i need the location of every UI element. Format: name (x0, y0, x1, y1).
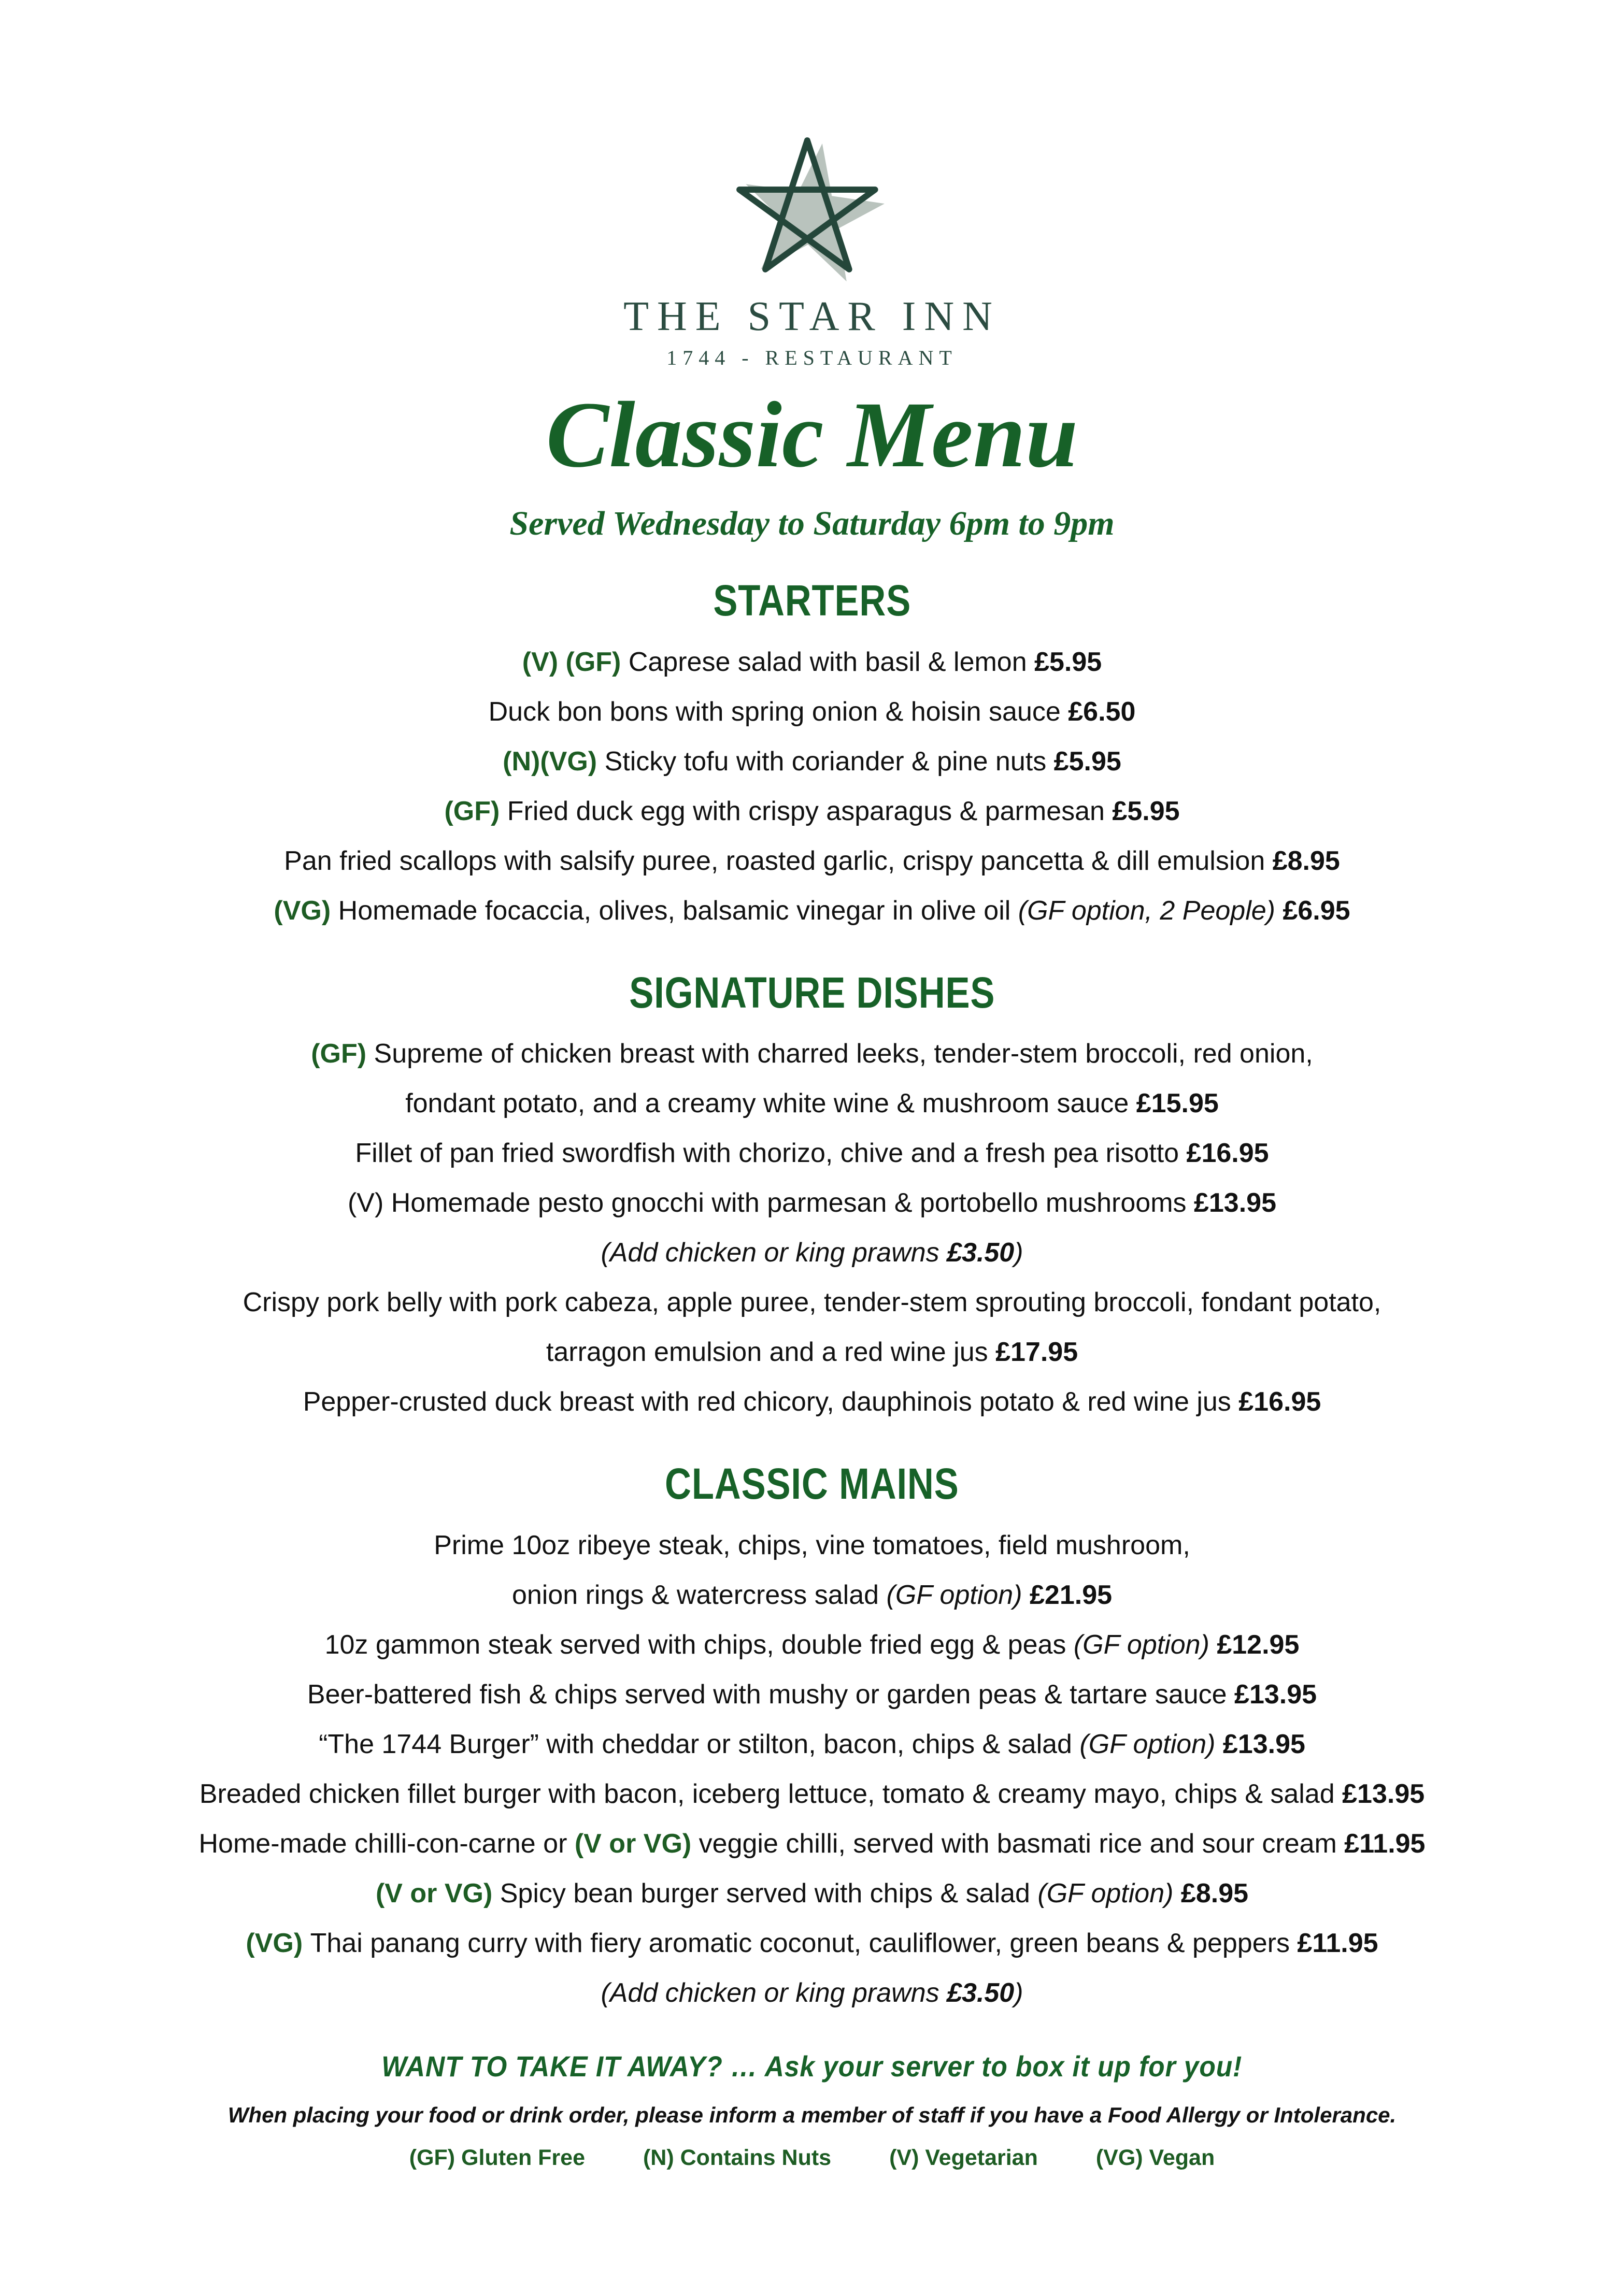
section-heading (0, 576, 1624, 626)
menu-item-line (45, 1278, 1579, 1327)
dietary-tag: (GF) (311, 1039, 374, 1069)
menu-item-line (45, 1178, 1579, 1228)
price: £13.95 (1222, 1729, 1305, 1759)
allergy-note: When placing your food or drink order, please inform a member of staff if you have a Food Allergy or Intolerance. (227, 2102, 1397, 2127)
text-segment: “The 1744 Burger” with cheddar or stilton, bacon, chips & salad (319, 1729, 1080, 1759)
text-segment: veggie chilli, served with basmati rice and sour cream (699, 1828, 1345, 1859)
menu-item-line (45, 687, 1579, 737)
text-segment: Sticky tofu with coriander & pine nuts (604, 746, 1054, 777)
logo-subtitle: 1744 - RESTAURANT (666, 346, 958, 369)
menu-item-line (45, 1769, 1579, 1819)
menu-item-line (45, 1670, 1579, 1719)
legend-item: (VG) Vegan (1095, 2145, 1215, 2171)
price: £11.95 (1297, 1928, 1378, 1958)
page-subtitle: Served Wednesday to Saturday 6pm to 9pm (509, 505, 1115, 543)
text-segment: Thai panang curry with fiery aromatic coconut, cauliflower, green beans & peppers (310, 1928, 1298, 1958)
price: £13.95 (1193, 1188, 1277, 1218)
menu-item-line (45, 1968, 1579, 2018)
menu-item-line (45, 836, 1579, 886)
text-segment: Pepper-crusted duck breast with red chicory, dauphinois potato & red wine jus (303, 1387, 1239, 1417)
legend-item: (V) Vegetarian (889, 2145, 1038, 2171)
menu-item-line (45, 1918, 1579, 1968)
italic-note: (GF option) (1037, 1878, 1181, 1908)
price: £13.95 (1342, 1778, 1425, 1809)
menu-item-line (45, 1079, 1579, 1128)
dietary-tag: (V or VG) (375, 1878, 500, 1908)
menu-item-line (45, 1570, 1579, 1620)
menu-item-line (45, 1869, 1579, 1918)
menu-item-line (45, 1327, 1579, 1377)
menu-item-line (45, 637, 1579, 687)
dietary-tag: (GF) (444, 796, 507, 826)
takeaway-banner (0, 2048, 1624, 2086)
menu-item-line (45, 1620, 1579, 1670)
price: £16.95 (1186, 1138, 1269, 1169)
price: £15.95 (1136, 1088, 1219, 1119)
italic-note: (GF option, 2 People) (1018, 895, 1283, 926)
price: £8.95 (1272, 845, 1340, 876)
price: £3.50 (947, 1977, 1015, 2008)
price: £11.95 (1344, 1828, 1426, 1859)
price: £3.50 (947, 1238, 1015, 1268)
price: £16.95 (1238, 1387, 1321, 1417)
restaurant-logo (0, 0, 1624, 370)
text-segment: Supreme of chicken breast with charred leeks, tender-stem broccoli, red onion, (374, 1039, 1313, 1069)
menu-sections (0, 576, 1624, 2018)
menu-item-line (45, 1819, 1579, 1869)
dietary-tag: (VG) (246, 1928, 310, 1958)
text-segment: fondant potato, and a creamy white wine & mushroom sauce (405, 1088, 1136, 1119)
menu-section (0, 968, 1624, 1427)
text-segment: onion rings & watercress salad (511, 1580, 887, 1610)
price: £5.95 (1034, 647, 1102, 677)
menu-item-line (45, 786, 1579, 836)
text-segment: Spicy bean burger served with chips & salad (500, 1878, 1038, 1908)
text-segment: Duck bon bons with spring onion & hoisin sauce (488, 696, 1069, 727)
text-segment: Caprese salad with basil & lemon (628, 647, 1035, 677)
text-segment: Prime 10oz ribeye steak, chips, vine tomatoes, field mushroom, (434, 1530, 1190, 1560)
menu-item-line (45, 1719, 1579, 1769)
dietary-legend (0, 2144, 1624, 2173)
italic-note: (GF option) (1073, 1629, 1217, 1660)
price: £6.95 (1283, 895, 1350, 926)
dietary-tag: (V or VG) (574, 1828, 699, 1859)
star-logo-icon (726, 128, 898, 290)
menu-section (0, 1459, 1624, 2018)
text-segment: 10z gammon steak served with chips, double fried egg & peas (324, 1629, 1074, 1660)
italic-note: (GF option) (886, 1580, 1030, 1610)
price: £5.95 (1112, 796, 1180, 826)
takeaway-text: WANT TO TAKE IT AWAY? … Ask your server to box it up for you! (381, 2049, 1243, 2083)
text-segment: Breaded chicken fillet burger with bacon, iceberg lettuce, tomato & creamy mayo, chips & salad (199, 1778, 1343, 1809)
price: £17.95 (995, 1337, 1078, 1368)
legend-item: (GF) Gluten Free (409, 2145, 585, 2171)
italic-note: ) (1014, 1977, 1023, 2008)
price: £21.95 (1030, 1580, 1113, 1610)
section-heading-text: CLASSIC MAINS (665, 1459, 959, 1509)
text-segment: Crispy pork belly with pork cabeza, apple puree, tender-stem sprouting broccoli, fondant potato, (243, 1287, 1381, 1318)
section-heading (0, 1459, 1624, 1509)
logo-name: THE STAR INN (623, 294, 1001, 339)
italic-note: (Add chicken or king prawns (601, 1977, 947, 2008)
section-heading-text: SIGNATURE DISHES (629, 968, 995, 1017)
page-title: Classic Menu (546, 383, 1078, 487)
italic-note: (Add chicken or king prawns (601, 1238, 947, 1268)
menu-item-line (45, 1228, 1579, 1278)
menu-item-line (45, 886, 1579, 936)
price: £12.95 (1217, 1629, 1300, 1660)
section-heading-text: STARTERS (713, 576, 911, 625)
dietary-tag: (N)(VG) (503, 746, 605, 777)
price: £13.95 (1234, 1679, 1317, 1710)
text-segment: Pan fried scallops with salsify puree, roasted garlic, crispy pancetta & dill emulsion (284, 845, 1273, 876)
dietary-tag: (V) (GF) (522, 647, 629, 677)
section-heading (0, 968, 1624, 1018)
italic-note: ) (1014, 1238, 1023, 1268)
text-segment: (V) Homemade pesto gnocchi with parmesan & portobello mushrooms (347, 1188, 1194, 1218)
text-segment: Beer-battered fish & chips served with mushy or garden peas & tartare sauce (307, 1679, 1235, 1710)
text-segment: tarragon emulsion and a red wine jus (546, 1337, 996, 1368)
text-segment: Homemade focaccia, olives, balsamic vinegar in olive oil (338, 895, 1018, 926)
price: £5.95 (1053, 746, 1121, 777)
text-segment: Fried duck egg with crispy asparagus & parmesan (507, 796, 1113, 826)
text-segment: Fillet of pan fried swordfish with chorizo, chive and a fresh pea risotto (355, 1138, 1187, 1169)
menu-item-line (45, 1377, 1579, 1427)
menu-item-line (45, 1029, 1579, 1079)
dietary-tag: (VG) (274, 895, 338, 926)
italic-note: (GF option) (1079, 1729, 1223, 1759)
text-segment: Home-made chilli-con-carne or (198, 1828, 575, 1859)
price: £6.50 (1068, 696, 1136, 727)
menu-footer (0, 2048, 1624, 2173)
menu-item-line (45, 1128, 1579, 1178)
legend-item: (N) Contains Nuts (643, 2145, 832, 2171)
price: £8.95 (1180, 1878, 1249, 1908)
menu-item-line (45, 1520, 1579, 1570)
menu-item-line (45, 737, 1579, 786)
menu-section (0, 576, 1624, 936)
